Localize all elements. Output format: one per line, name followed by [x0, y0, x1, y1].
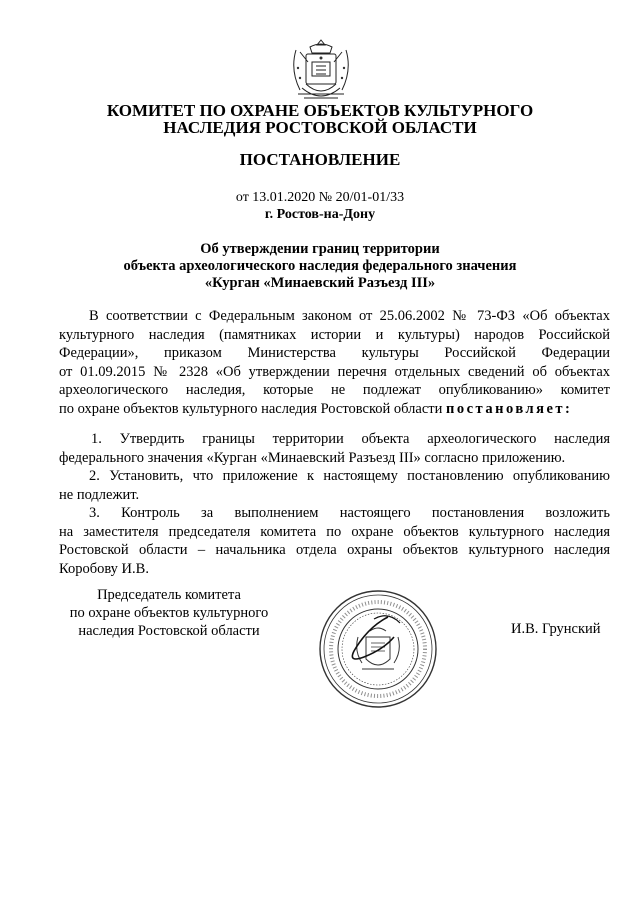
item-line: 1. Утвердить границы территории объекта археологического наследия [91, 431, 610, 447]
preamble-line: В соответствии с Федеральным законом от 25.06.2002 № 73-ФЗ «Об объектах [89, 308, 610, 324]
preamble-line: от 01.09.2015 № 2328 «Об утверждении перечня отдельных сведений об объектах [59, 363, 610, 380]
signatory-position-line: по охране объектов культурного [69, 605, 269, 621]
item-line: на заместителя председателя комитета по охране объектов культурного наследия [59, 523, 610, 540]
preamble-line: по охране объектов культурного наследия Ростовской области [59, 400, 443, 417]
item-line: не подлежит. [59, 486, 140, 503]
preamble-line-last [59, 400, 610, 419]
preamble-line: культурного наследия (памятниках истории и культуры) народов Российской [59, 326, 610, 343]
item-1 [59, 430, 610, 467]
decree-word: постановляет: [446, 400, 573, 417]
organization-name-line-1: КОМИТЕТ ПО ОХРАНЕ ОБЪЕКТОВ КУЛЬТУРНОГО [106, 101, 534, 120]
organization-name-line-2: НАСЛЕДИЯ РОСТОВСКОЙ ОБЛАСТИ [163, 118, 477, 137]
item-2 [59, 467, 610, 504]
item-3 [59, 504, 610, 578]
document-type: ПОСТАНОВЛЕНИЕ [239, 150, 401, 169]
subject-line-3: «Курган «Минаевский Разъезд III» [204, 275, 436, 291]
preamble-line: Федерации», приказом Министерства культуры Российской Федерации [59, 345, 610, 362]
document-city: г. Ростов-на-Дону [264, 207, 376, 222]
preamble-paragraph [59, 307, 610, 419]
subject-line-1: Об утверждении границ территории [200, 241, 440, 257]
item-line: Ростовской области – начальника отдела охраны объектов культурного наследия [59, 542, 610, 559]
document-date-number: от 13.01.2020 № 20/01-01/33 [235, 190, 405, 205]
item-line: Коробову И.В. [59, 560, 149, 577]
signatory-name: И.В. Грунский [511, 621, 601, 637]
item-line: федерального значения «Курган «Минаевский Разъезд III» согласно приложению. [59, 449, 566, 466]
signatory-position [60, 586, 278, 640]
signatory-position-line: Председатель комитета [97, 587, 241, 603]
subject-line-2: объекта археологического наследия федерального значения [123, 258, 517, 274]
item-line: 3. Контроль за выполнением настоящего постановления возложить [89, 505, 610, 521]
signatory-position-line: наследия Ростовской области [78, 623, 260, 639]
coat-of-arms-emblem [290, 38, 352, 104]
item-line: 2. Установить, что приложение к настоящему постановлению опубликованию [89, 468, 610, 484]
preamble-line: археологического наследия, которые не подлежат опубликованию» комитет [59, 382, 610, 399]
official-seal-stamp [318, 589, 438, 709]
